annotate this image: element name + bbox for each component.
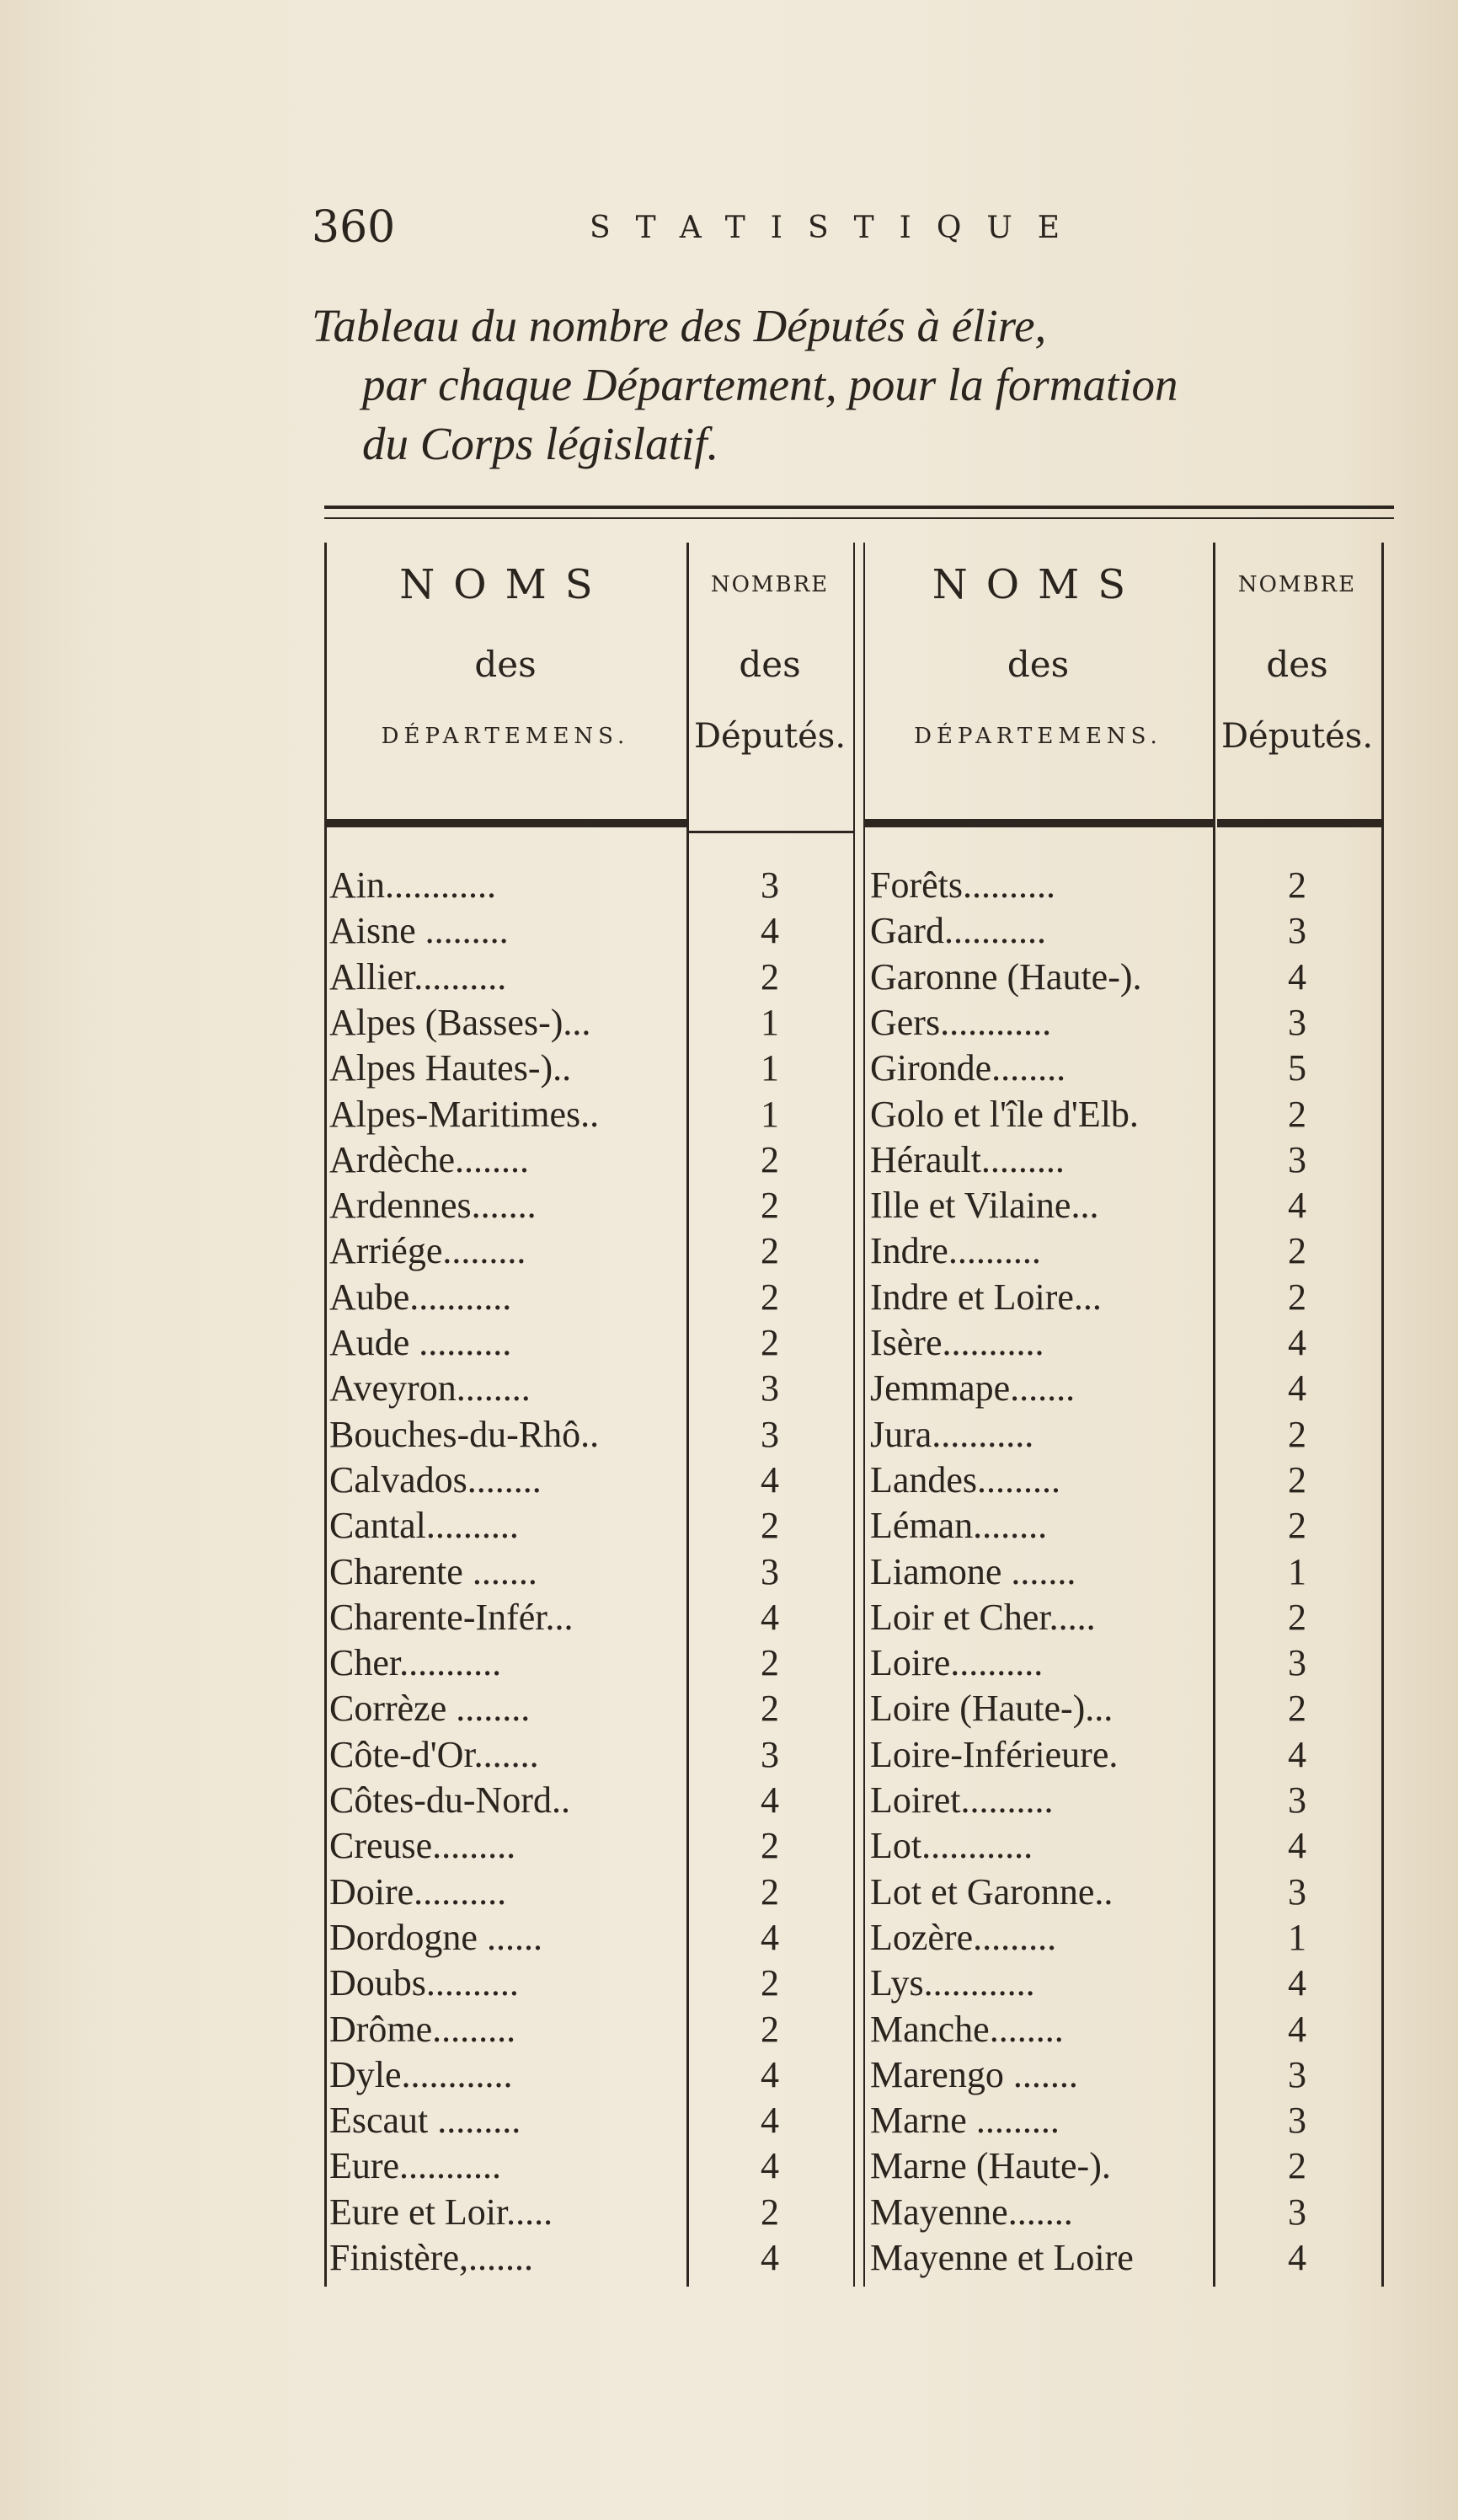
table-row	[324, 1092, 1381, 1137]
deputes-count-left: 2	[761, 1505, 779, 1547]
department-name-left: Côte-d'Or.......	[329, 1733, 539, 1775]
deputes-count-right: 3	[1288, 2053, 1306, 2095]
deputes-count-left: 3	[761, 1367, 779, 1410]
department-name-left: Arriége.........	[329, 1230, 526, 1272]
department-name-right: Indre..........	[870, 1230, 1041, 1272]
deputes-count-right: 2	[1288, 1688, 1306, 1730]
department-name-right: Liamone .......	[870, 1550, 1076, 1592]
department-name-left: Finistère,.......	[329, 2237, 533, 2278]
deputes-count-right: 3	[1288, 1779, 1306, 1821]
deputes-count-left: 4	[761, 2237, 779, 2278]
deputes-count-right: 2	[1288, 1505, 1306, 1547]
deputes-count-left: 1	[761, 1093, 779, 1135]
running-head: STATISTIQUE	[590, 211, 1085, 245]
table-row	[324, 1137, 1381, 1183]
department-name-right: Léman........	[870, 1505, 1048, 1547]
deputes-count-right: 2	[1288, 1413, 1306, 1455]
deputes-count-left: 4	[761, 1916, 779, 1958]
deputes-count-right: 2	[1288, 1093, 1306, 1135]
department-name-left: Escaut .........	[329, 2100, 521, 2142]
table-row	[324, 1823, 1381, 1869]
table-row	[324, 1366, 1381, 1411]
table-row	[324, 1228, 1381, 1274]
deputes-count-left: 2	[761, 1185, 779, 1227]
header-label: Députés.	[693, 717, 846, 756]
table-row	[324, 1275, 1381, 1320]
deputes-count-left: 2	[761, 1688, 779, 1730]
deputes-count-right: 3	[1288, 1870, 1306, 1913]
department-name-left: Cantal..........	[329, 1505, 519, 1547]
header-noms-right	[863, 543, 1213, 770]
deputes-count-left: 4	[761, 1596, 779, 1638]
deputes-count-left: 3	[761, 864, 779, 906]
department-name-left: Drôme.........	[329, 2008, 516, 2050]
header-label: NOMBRE	[1237, 572, 1357, 597]
table-title	[312, 297, 1407, 474]
deputes-count-right: 4	[1288, 1322, 1306, 1363]
header-rule	[863, 819, 1213, 827]
department-name-right: Indre et Loire...	[870, 1276, 1102, 1318]
table-row	[324, 1412, 1381, 1458]
deputes-count-right: 4	[1288, 1825, 1306, 1867]
deputes-count-left: 2	[761, 1230, 779, 1272]
deputes-count-left: 2	[761, 1276, 779, 1318]
deputes-count-right: 4	[1288, 1962, 1306, 2004]
deputes-count-right: 2	[1288, 1230, 1306, 1272]
deputes-count-left: 2	[761, 1138, 779, 1180]
header-nombre-right	[1213, 543, 1381, 770]
deputes-count-right: 3	[1288, 910, 1306, 952]
deputes-count-right: 4	[1288, 955, 1306, 998]
table-row	[324, 2235, 1381, 2281]
table-row	[324, 1915, 1381, 1961]
department-name-right: Marengo .......	[870, 2053, 1078, 2095]
table-row	[324, 1320, 1381, 1366]
department-name-right: Loiret..........	[870, 1779, 1054, 1821]
table-row	[324, 2052, 1381, 2098]
department-name-left: Ardennes.......	[329, 1185, 537, 1227]
deputes-count-right: 2	[1288, 1276, 1306, 1318]
deputes-count-left: 2	[761, 1322, 779, 1363]
department-name-right: Loire..........	[870, 1642, 1044, 1684]
table-top-rule	[324, 517, 1394, 519]
deputes-count-right: 4	[1288, 1367, 1306, 1410]
department-name-left: Dordogne ......	[329, 1916, 542, 1958]
department-name-left: Calvados........	[329, 1458, 542, 1501]
department-name-left: Aveyron........	[329, 1367, 531, 1410]
header-label: des	[1266, 644, 1328, 685]
department-name-right: Gers............	[870, 1001, 1052, 1043]
table-row	[324, 863, 1381, 908]
deputes-count-right: 1	[1288, 1550, 1306, 1592]
deputes-count-left: 2	[761, 1825, 779, 1867]
header-label: NOMBRE	[710, 572, 830, 597]
deputes-count-left: 4	[761, 910, 779, 952]
deputes-count-right: 3	[1288, 2100, 1306, 2142]
department-name-right: Landes.........	[870, 1458, 1061, 1501]
deputes-count-right: 2	[1288, 864, 1306, 906]
header-rule	[686, 831, 853, 833]
department-name-left: Bouches-du-Rhô..	[329, 1413, 600, 1455]
deputes-count-left: 2	[761, 1962, 779, 2004]
header-label: des	[739, 644, 801, 685]
department-name-right: Jemmape.......	[870, 1367, 1076, 1410]
department-name-right: Isère...........	[870, 1322, 1044, 1363]
department-name-right: Lozère.........	[870, 1916, 1057, 1958]
header-label: DÉPARTEMENS.	[381, 724, 630, 749]
department-name-left: Doire..........	[329, 1870, 507, 1913]
department-name-right: Mayenne et Loire	[870, 2237, 1134, 2278]
table-row	[324, 1549, 1381, 1595]
header-label: des	[1007, 644, 1070, 685]
deputes-count-left: 2	[761, 955, 779, 998]
department-name-right: Lot............	[870, 1825, 1033, 1867]
department-name-left: Eure et Loir.....	[329, 2191, 553, 2233]
deputes-count-right: 4	[1288, 2008, 1306, 2050]
table-row	[324, 955, 1381, 1000]
department-name-right: Lot et Garonne..	[870, 1870, 1114, 1913]
deputes-count-left: 3	[761, 1413, 779, 1455]
deputes-count-right: 2	[1288, 1596, 1306, 1638]
department-name-left: Creuse.........	[329, 1825, 516, 1867]
deputes-count-right: 4	[1288, 1185, 1306, 1227]
department-name-right: Golo et l'île d'Elb.	[870, 1093, 1139, 1135]
deputes-count-right: 4	[1288, 1733, 1306, 1775]
department-name-right: Forêts..........	[870, 864, 1055, 906]
deputes-count-left: 2	[761, 1642, 779, 1684]
header-rule	[1217, 819, 1381, 827]
deputes-count-left: 4	[761, 2053, 779, 2095]
deputes-count-right: 5	[1288, 1047, 1306, 1089]
department-name-left: Cher...........	[329, 1642, 502, 1684]
table-row	[324, 2007, 1381, 2052]
department-name-left: Aude ..........	[329, 1322, 512, 1363]
department-name-right: Loire (Haute-)...	[870, 1688, 1114, 1730]
department-name-left: Eure...........	[329, 2145, 502, 2187]
table-row	[324, 1046, 1381, 1091]
deputes-count-left: 2	[761, 2008, 779, 2050]
deputes-count-left: 1	[761, 1001, 779, 1043]
department-name-left: Ain............	[329, 864, 496, 906]
deputes-count-right: 2	[1288, 2145, 1306, 2187]
table-row	[324, 1183, 1381, 1228]
column-rule-right	[1381, 543, 1384, 2287]
page-number: 360	[312, 202, 396, 253]
department-name-right: Gironde........	[870, 1047, 1066, 1089]
department-name-left: Côtes-du-Nord..	[329, 1779, 570, 1821]
deputes-count-right: 3	[1288, 2191, 1306, 2233]
title-line-3: du Corps législatif.	[362, 418, 719, 469]
deputes-count-right: 3	[1288, 1001, 1306, 1043]
department-name-left: Corrèze ........	[329, 1688, 531, 1730]
department-name-left: Alpes Hautes-)..	[329, 1047, 572, 1089]
page-header	[312, 202, 1322, 270]
deputes-count-left: 2	[761, 2191, 779, 2233]
table-row	[324, 1595, 1381, 1640]
header-rule	[324, 819, 686, 827]
table-row	[324, 1503, 1381, 1549]
deputes-count-left: 1	[761, 1047, 779, 1089]
table-row	[324, 1458, 1381, 1503]
department-name-right: Lys............	[870, 1962, 1035, 2004]
department-name-right: Marne (Haute-).	[870, 2145, 1111, 2187]
department-name-right: Loir et Cher.....	[870, 1596, 1096, 1638]
department-name-left: Ardèche........	[329, 1138, 530, 1180]
table-row	[324, 1000, 1381, 1046]
department-name-right: Hérault.........	[870, 1138, 1065, 1180]
deputes-count-left: 4	[761, 2145, 779, 2187]
deputes-count-left: 4	[761, 1779, 779, 1821]
department-name-right: Jura...........	[870, 1413, 1034, 1455]
header-nombre-left	[686, 543, 853, 770]
deputes-count-left: 2	[761, 1870, 779, 1913]
header-label: Députés.	[1220, 717, 1374, 756]
department-name-left: Charente-Infér...	[329, 1596, 574, 1638]
deputes-count-right: 1	[1288, 1916, 1306, 1958]
header-noms-left	[324, 543, 686, 770]
deputes-count-left: 4	[761, 1458, 779, 1501]
department-name-right: Manche........	[870, 2008, 1064, 2050]
header-label: DÉPARTEMENS.	[914, 724, 1162, 749]
department-name-left: Allier..........	[329, 955, 507, 998]
deputes-count-left: 3	[761, 1733, 779, 1775]
department-name-left: Charente .......	[329, 1550, 537, 1592]
department-name-right: Mayenne.......	[870, 2191, 1073, 2233]
department-name-left: Aube...........	[329, 1276, 512, 1318]
department-name-right: Marne .........	[870, 2100, 1060, 2142]
table-row	[324, 2190, 1381, 2235]
department-name-right: Garonne (Haute-).	[870, 955, 1142, 998]
department-name-left: Alpes-Maritimes..	[329, 1093, 600, 1135]
title-line-2: par chaque Département, pour la formation	[362, 359, 1178, 410]
title-line-1: Tableau du nombre des Députés à élire,	[312, 300, 1047, 351]
header-label: NOMS	[399, 561, 612, 608]
header-label: des	[474, 644, 537, 685]
deputes-count-left: 3	[761, 1550, 779, 1592]
deputes-count-right: 3	[1288, 1138, 1306, 1180]
table-row	[324, 1870, 1381, 1915]
department-name-left: Doubs..........	[329, 1962, 519, 2004]
table-row	[324, 1961, 1381, 2006]
department-name-right: Ille et Vilaine...	[870, 1185, 1099, 1227]
table-row	[324, 2143, 1381, 2189]
deputes-count-right: 2	[1288, 1458, 1306, 1501]
header-label: NOMS	[932, 561, 1145, 608]
department-name-left: Alpes (Basses-)...	[329, 1001, 591, 1043]
deputes-table	[324, 506, 1394, 2287]
table-row	[324, 2098, 1381, 2143]
table-row	[324, 908, 1381, 954]
department-name-right: Loire-Inférieure.	[870, 1733, 1119, 1775]
department-name-left: Dyle............	[329, 2053, 513, 2095]
deputes-count-right: 4	[1288, 2237, 1306, 2278]
department-name-left: Aisne .........	[329, 910, 509, 952]
table-row	[324, 1778, 1381, 1823]
table-row	[324, 1732, 1381, 1778]
department-name-right: Gard...........	[870, 910, 1046, 952]
table-row	[324, 1640, 1381, 1686]
table-row	[324, 1686, 1381, 1731]
deputes-count-left: 4	[761, 2100, 779, 2142]
deputes-count-right: 3	[1288, 1642, 1306, 1684]
